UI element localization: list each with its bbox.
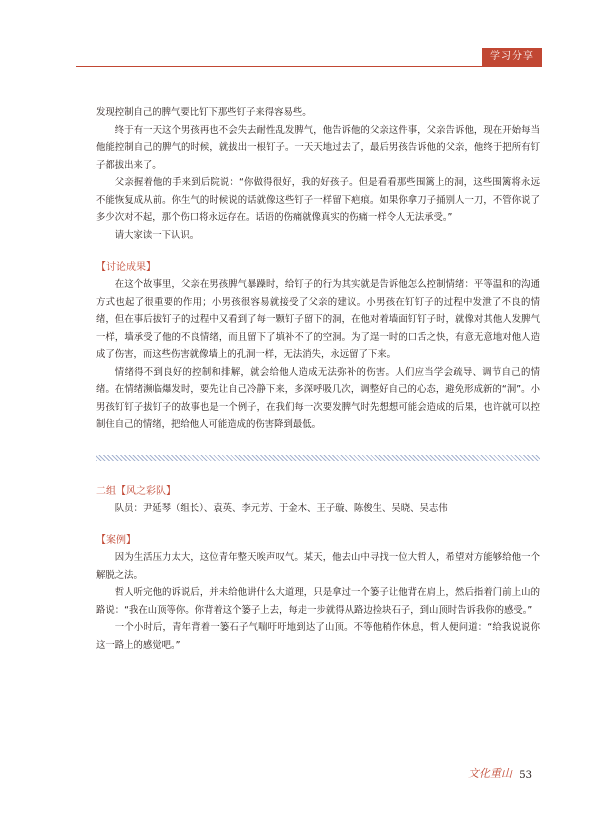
- group-heading: 二组【风之彩队】: [96, 485, 176, 497]
- paragraph: 在这个故事里，父亲在男孩脾气暴躁时，给钉子的行为其实就是告诉他怎么控制情绪：平等温和的沟通方式也起了很重要的作用；小男孩很容易就接受了父亲的建议。小男孩在钉钉子的过程中发泄了不良的情绪，但在事后拔钉子的过程中又看到了每一颗钉子留下的洞，在他对着墙面钉钉子时，就像对其他人发脾气一样，墙承受了他的不良情绪，而且留下了填补不了的空洞。为了逞一时的口舌之快，有意无意地对他人造成了伤害，而这些伤害就像墙上的孔洞一样，无法消失，永远留了下来。: [96, 279, 540, 360]
- paragraph: 终于有一天这个男孩再也不会失去耐性乱发脾气，他告诉他的父亲这件事，父亲告诉他，现在开始每当他能控制自己的脾气的时候，就拔出一根钉子。一天天地过去了，最后男孩告诉他的父亲，他终于把所有钉子都拔出来了。: [96, 124, 540, 171]
- page-number: 53: [519, 770, 532, 781]
- paragraph: 父亲握着他的手来到后院说：“你做得很好，我的好孩子。但是看看那些围篱上的洞，这些围篱将永远不能恢复成从前。你生气的时候说的话就像这些钉子一样留下疤痕。如果你拿刀子捅别人一刀，不管你说了多少次对不起，那个伤口将永远存在。话语的伤痛就像真实的伤痛一样令人无法承受。”: [96, 177, 540, 223]
- paragraph: 发现控制自己的脾气要比钉下那些钉子来得容易些。: [96, 107, 312, 118]
- paragraph: 情绪得不到良好的控制和排解，就会给他人造成无法弥补的伤害。人们应当学会疏导、调节自己的情绪。在情绪濒临爆发时，要先让自己冷静下来，多深呼吸几次，调整好自己的心态，避免形成新的“洞”。小男孩钉钉子拔钉子的故事也是一个例子，在我们每一次要发脾气时先想想可能会造成的后果，也许就可以控制住自己的情绪，把给他人可能造成的伤害降到最低。: [96, 366, 540, 430]
- team-members: 队员：尹延琴（组长）、袁英、李元芳、于金木、王子璇、陈俊生、吴晓、吴志伟: [114, 502, 448, 514]
- discussion-heading: 【讨论成果】: [96, 262, 156, 273]
- paragraph: 哲人听完他的诉说后，并未给他讲什么大道理，只是拿过一个篓子让他背在肩上，然后指着门前上山的路说：“我在山顶等你。你背着这个篓子上去，每走一步就得从路边捡块石子，到山顶时告诉我你的感受。”: [96, 587, 540, 616]
- paragraph: 一个小时后，青年背着一篓石子气喘吁吁地到达了山顶。不等他稍作休息，哲人便问道：“给我说说你这一路上的感觉吧。”: [96, 622, 540, 651]
- section-divider: [96, 455, 540, 461]
- header-rule: [76, 66, 542, 67]
- paragraph: 请大家读一下认识。: [114, 229, 200, 241]
- page-body: [96, 104, 540, 654]
- publication-logo: 文化重山: [468, 767, 512, 780]
- case-heading: 【案例】: [96, 535, 136, 546]
- paragraph: 因为生活压力太大，这位青年整天唉声叹气。某天，他去山中寻找一位大哲人，希望对方能够给他一个解脱之法。: [96, 552, 540, 581]
- section-tag: 学习分享: [482, 48, 542, 66]
